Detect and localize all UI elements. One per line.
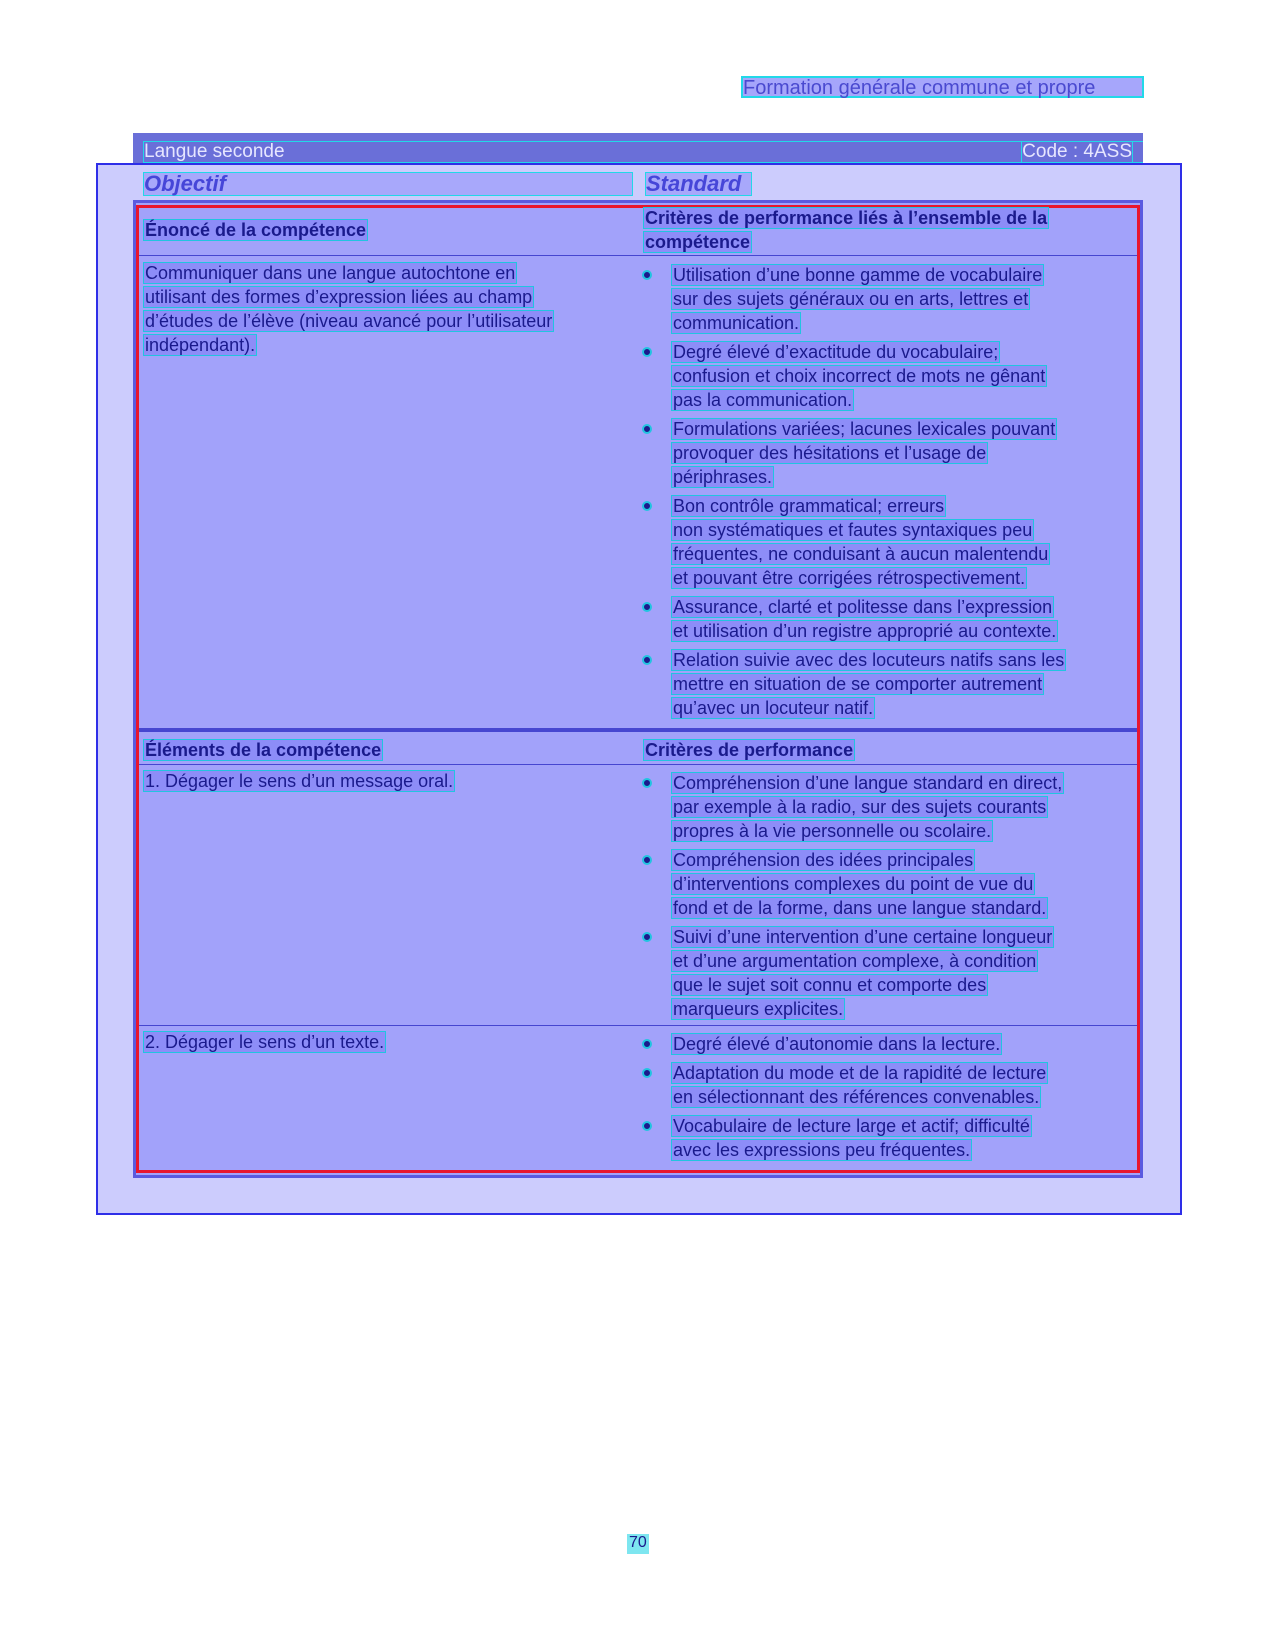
course-name: Langue seconde (143, 141, 1143, 163)
standard-heading: Standard (645, 172, 752, 196)
table-divider (136, 764, 1140, 765)
competence-criterion: Utilisation d’une bonne gamme de vocabulaire sur des sujets généraux ou en arts, lettres et communication. (673, 265, 1043, 333)
element-criterion: Degré élevé d’autonomie dans la lecture. (673, 1034, 1001, 1054)
bullet-icon (642, 1121, 652, 1131)
statement-heading: Énoncé de la compétence (145, 220, 367, 240)
competence-criterion: Formulations variées; lacunes lexicales pouvant provoquer des hésitations et l’usage de périphrases. (673, 419, 1056, 487)
running-header: Formation générale commune et propre (741, 76, 1144, 98)
competence-criterion: Relation suivie avec des locuteurs natifs sans les mettre en situation de se comporter autrement qu’avec un locuteur natif. (673, 650, 1065, 718)
section-divider (136, 728, 1140, 732)
page-number: 70 (627, 1534, 649, 1554)
performance-criteria-heading: Critères de performance (645, 740, 854, 760)
competence-criteria-heading: Critères de performance liés à l’ensemble de la compétence (645, 208, 1048, 252)
element-criterion: Suivi d’une intervention d’une certaine longueur et d’une argumentation complexe, à condition que le sujet soit connu et comporte des marqueurs explicites. (673, 927, 1053, 1019)
bullet-icon (642, 855, 652, 865)
objective-heading: Objectif (143, 172, 633, 196)
element-item-1: 1. Dégager le sens d’un message oral. (145, 771, 454, 791)
bullet-icon (642, 655, 652, 665)
bullet-icon (642, 501, 652, 511)
element-criterion: Vocabulaire de lecture large et actif; difficulté avec les expressions peu fréquentes. (673, 1116, 1030, 1160)
competence-criterion: Bon contrôle grammatical; erreurs non systématiques et fautes syntaxiques peu fréquentes, ne conduisant à aucun malentendu et pouvant être corrigées rétrospectivement. (673, 496, 1049, 588)
competence-criterion: Assurance, clarté et politesse dans l’expression et utilisation d’un registre approprié au contexte. (673, 597, 1057, 641)
element-criterion: Compréhension des idées principales d’interventions complexes du point de vue du fond et de la forme, dans une langue standard. (673, 850, 1047, 918)
table-divider (136, 255, 1140, 256)
bullet-icon (642, 932, 652, 942)
bullet-icon (642, 1068, 652, 1078)
course-band (133, 133, 1143, 163)
course-code: Code : 4ASS (1022, 141, 1132, 162)
competence-criterion: Degré élevé d’exactitude du vocabulaire; confusion et choix incorrect de mots ne gênant pas la communication. (673, 342, 1046, 410)
bullet-icon (642, 424, 652, 434)
competence-statement: Communiquer dans une langue autochtone en utilisant des formes d’expression liées au champ d’études de l’élève (niveau avancé pour l’utilisateur indépendant). (145, 263, 553, 355)
bullet-icon (642, 602, 652, 612)
element-item-2: 2. Dégager le sens d’un texte. (145, 1032, 385, 1052)
table-divider (136, 1025, 1140, 1026)
bullet-icon (642, 347, 652, 357)
bullet-icon (642, 270, 652, 280)
bullet-icon (642, 778, 652, 788)
bullet-icon (642, 1039, 652, 1049)
element-criterion: Adaptation du mode et de la rapidité de lecture en sélectionnant des références convenables. (673, 1063, 1047, 1107)
element-criterion: Compréhension d’une langue standard en direct, par exemple à la radio, sur des sujets courants propres à la vie personnelle ou scolaire. (673, 773, 1063, 841)
elements-heading: Éléments de la compétence (145, 740, 382, 760)
